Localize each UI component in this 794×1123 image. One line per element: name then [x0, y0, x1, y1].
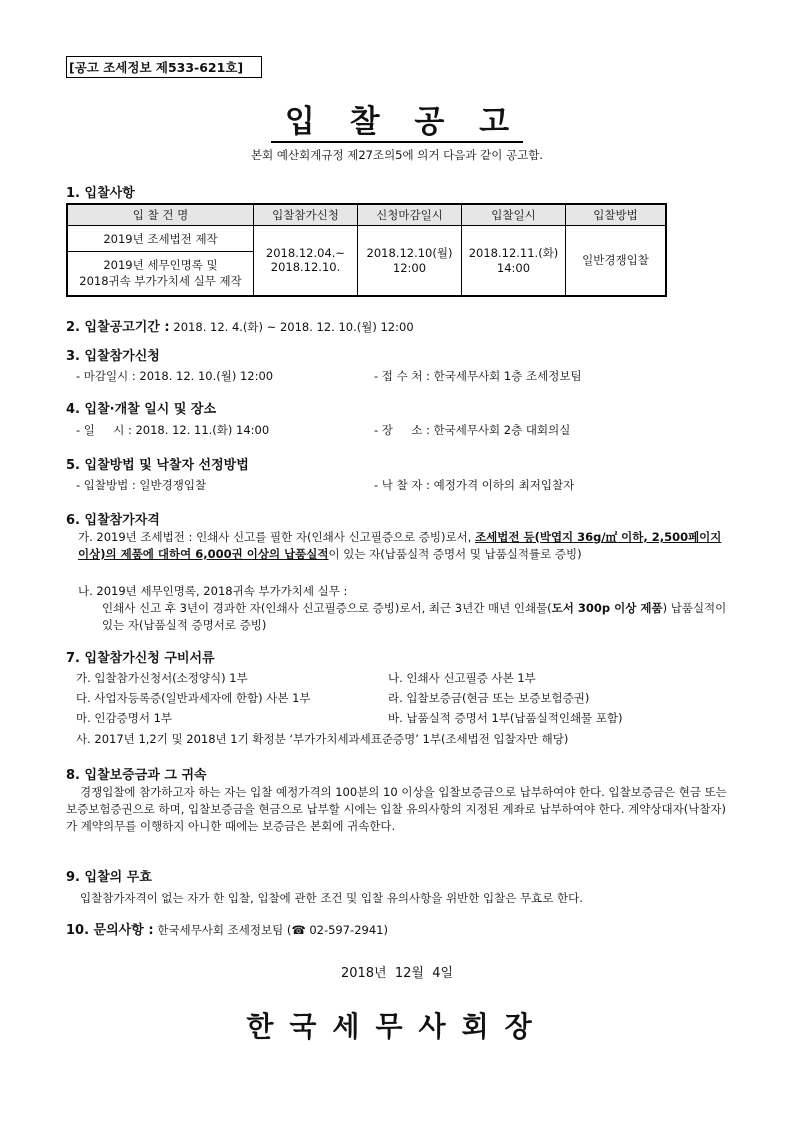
sec5-method: - 입찰방법 : 일반경쟁입찰	[76, 478, 207, 492]
sec4-heading: 4. 입찰·개찰 일시 및 장소	[66, 402, 217, 417]
doc-ba: 바. 납품실적 증명서 1부(납품실적인쇄물 포함)	[388, 711, 623, 725]
sec9-text: 입찰참가자격이 없는 자가 한 입찰, 입찰에 관한 조건 및 입찰 유의사항을 위반한 입찰은 무효로 한다.	[80, 891, 583, 905]
sec5-heading: 5. 입찰방법 및 낙찰자 선정방법	[66, 458, 249, 473]
bid-method: 일반경쟁입찰	[566, 226, 667, 296]
sec3-deadline: - 마감일시 : 2018. 12. 10.(월) 12:00	[76, 369, 274, 383]
sec1-heading: 1. 입찰사항	[66, 186, 135, 201]
sec5-winner: - 낙 찰 자 : 예정가격 이하의 최저입찰자	[374, 478, 575, 492]
col-header: 입 찰 건 명	[67, 204, 254, 226]
issuer-name: 한국세무사회장	[246, 1010, 548, 1043]
deadline: 2018.12.10(월) 12:00	[358, 226, 462, 296]
sec8-heading: 8. 입찰보증금과 그 귀속	[66, 768, 207, 783]
sec2	[66, 316, 414, 335]
doc-sa: 사. 2017년 1,2기 및 2018년 1기 확정분 ‘부가가치세과세표준증명’ 1부(조세법전 입찰자만 해당)	[76, 732, 569, 746]
doc-ga: 가. 입찰참가신청서(소정양식) 1부	[76, 671, 248, 685]
doc-ra: 라. 입찰보증금(현금 또는 보증보험증권)	[388, 691, 590, 705]
notice-reference: [공고 조세정보 제533-621호]	[66, 56, 262, 78]
sec3-location: - 접 수 처 : 한국세무사회 1층 조세정보팀	[374, 369, 582, 383]
sec10-heading: 10. 문의사항 :	[66, 923, 154, 938]
doc-ma: 마. 인감증명서 1부	[76, 711, 173, 725]
sec4-place: - 장 소 : 한국세무사회 2층 대회의실	[374, 423, 571, 437]
sec9-heading: 9. 입찰의 무효	[66, 870, 152, 885]
page-title: 입 찰 공 고	[0, 96, 794, 141]
col-header: 입찰일시	[462, 204, 566, 226]
item-name-2: 2019년 세무인명록 및 2018귀속 부가가치세 실무 제작	[67, 252, 254, 296]
item-name-1: 2019년 조세법전 제작	[67, 226, 254, 252]
sec2-text: 2018. 12. 4.(화) ~ 2018. 12. 10.(월) 12:00	[173, 320, 414, 334]
sec10	[66, 919, 388, 938]
sec6-item-b-title: 나. 2019년 세무인명록, 2018귀속 부가가치세 실무 :	[78, 584, 348, 598]
col-header: 신청마감일시	[358, 204, 462, 226]
sec6-item-b: 인쇄사 신고 후 3년이 경과한 자(인쇄사 신고필증으로 증빙)로서, 최근 3년간 매년 인쇄물(도서 300p 이상 제품) 납품실적이 있는 자(납품실적 증명서로 증빙)	[102, 601, 727, 632]
doc-na: 나. 인쇄사 신고필증 사본 1부	[388, 671, 536, 685]
bid-datetime: 2018.12.11.(화) 14:00	[462, 226, 566, 296]
apply-period: 2018.12.04.~ 2018.12.10.	[254, 226, 358, 296]
sec2-heading: 2. 입찰공고기간 :	[66, 320, 170, 335]
subtitle: 본회 예산회계규정 제27조의5에 의거 다음과 같이 공고함.	[251, 148, 543, 162]
sec6-heading: 6. 입찰참가자격	[66, 513, 160, 528]
sec3-heading: 3. 입찰참가신청	[66, 349, 160, 364]
sec7-heading: 7. 입찰참가신청 구비서류	[66, 651, 215, 666]
col-header: 입찰참가신청	[254, 204, 358, 226]
sec10-text: 한국세무사회 조세정보팀 (☎ 02-597-2941)	[157, 923, 388, 937]
col-header: 입찰방법	[566, 204, 667, 226]
bid-table	[66, 203, 667, 297]
sec8-text: 경쟁입찰에 참가하고자 하는 자는 입찰 예정가격의 100분의 10 이상을 입찰보증금으로 납부하여야 한다. 입찰보증금은 현금 또는 보증보험증권으로 하며, 입찰보증금을 현금으로 납부할 시에는 입찰 유의사항의 지정된 계좌로 납부하여야 한다. 계약상대자(낙찰자)가 계약의무를 이행하지 아니한 때에는 보증금은 본회에 귀속한다.	[66, 785, 727, 833]
notice-date: 2018년 12월 4일	[340, 966, 454, 981]
sec4-datetime: - 일 시 : 2018. 12. 11.(화) 14:00	[76, 423, 270, 437]
doc-da: 다. 사업자등록증(일반과세자에 한함) 사본 1부	[76, 691, 311, 705]
sec6-item-a: 가. 2019년 조세법전 : 인쇄사 신고를 필한 자(인쇄사 신고필증으로 증빙)로서, 조세법전 등(박엽지 36g/㎡ 이하, 2,500페이지 이상)의 제품에 대하여 6,000권 이상의 납품실적이 있는 자(납품실적 증명서 및 납품실적률로 증빙)	[78, 530, 722, 561]
